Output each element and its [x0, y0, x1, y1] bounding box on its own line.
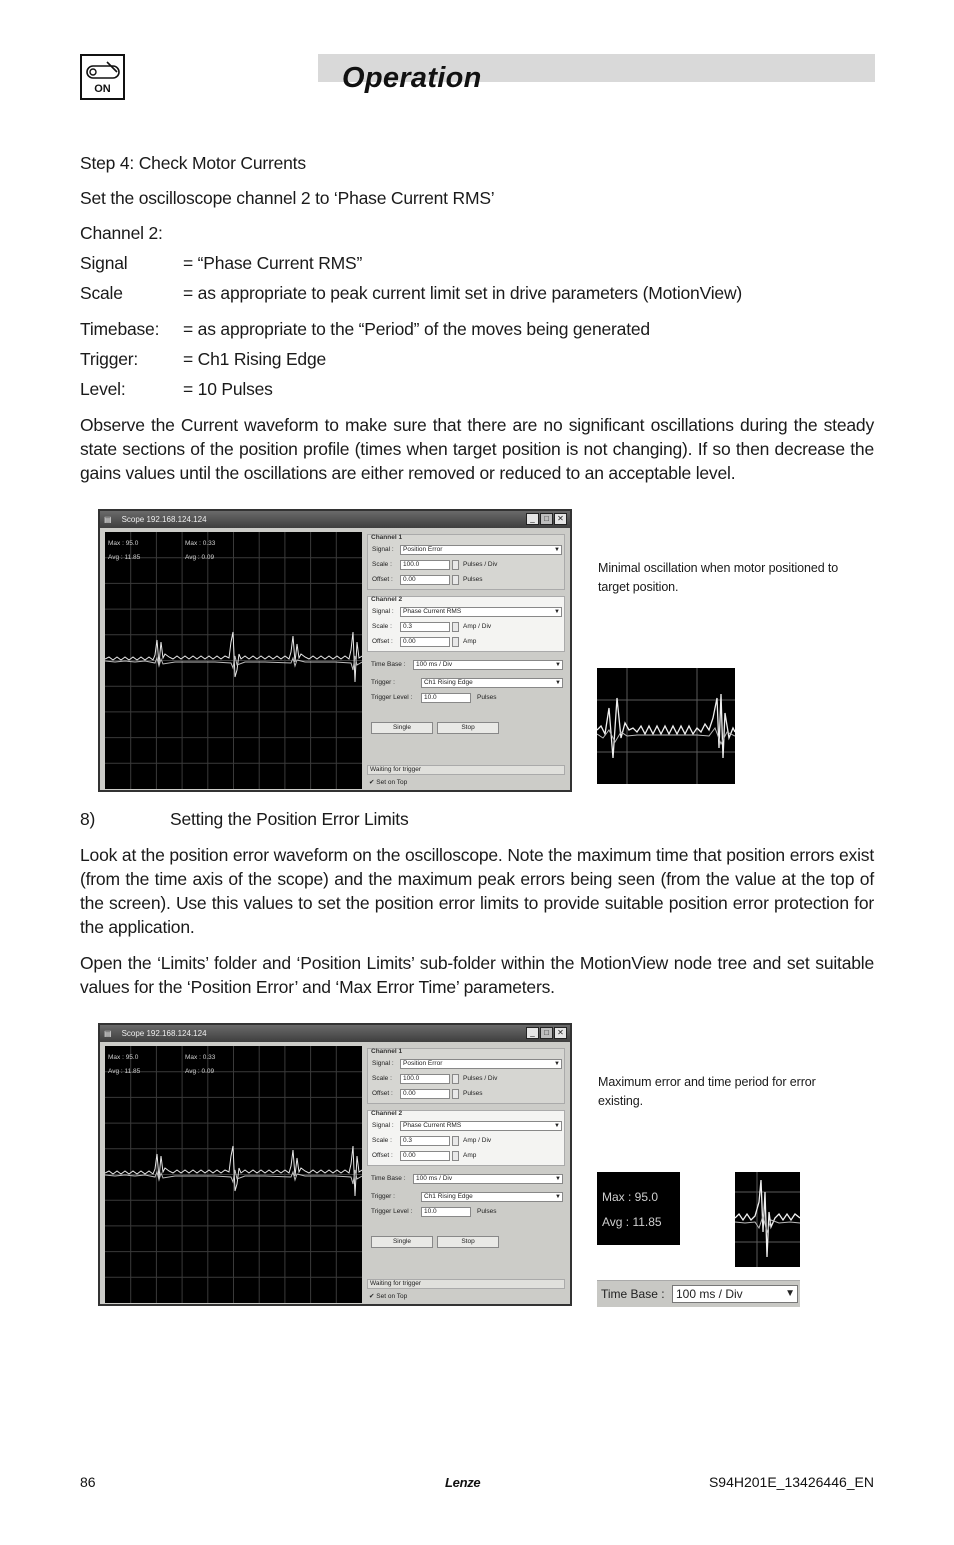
param-label: Timebase:: [80, 319, 160, 339]
scale-label: Scale :: [372, 1075, 392, 1082]
set-on-top-checkbox[interactable]: [369, 1292, 407, 1300]
scope-trace: [105, 532, 362, 789]
zoomed-timebase-strip: [597, 1280, 800, 1307]
timebase-value: 100 ms / Div: [416, 661, 453, 668]
ch1-signal-select[interactable]: [400, 545, 562, 555]
ch2-scale-unit: Amp / Div: [463, 1137, 492, 1144]
timebase-value: 100 ms / Div: [416, 1175, 453, 1182]
scope-control-panel: [367, 1044, 567, 1304]
ch1-signal-value: Position Error: [403, 546, 443, 553]
trigger-label: Trigger :: [371, 1193, 395, 1200]
timebase-select[interactable]: [413, 1174, 563, 1184]
param-label: Trigger:: [80, 349, 139, 369]
ch2-offset-unit: Amp: [463, 638, 477, 645]
scope-titlebar: [100, 511, 570, 528]
channel2-title: Channel 2: [371, 1110, 403, 1117]
scope-control-panel: [367, 530, 567, 790]
set-on-top-label: Set on Top: [376, 1293, 408, 1300]
chevron-down-icon: ▼: [554, 547, 560, 553]
open-paragraph: Open the ‘Limits’ folder and ‘Position Limits’ sub-folder within the MotionView node tree and set suitable values for the ‘Position Error’ and ‘Max Error Time’ parameters.: [80, 953, 874, 997]
signal-label: Signal :: [372, 1060, 394, 1067]
maximize-icon[interactable]: □: [540, 1027, 553, 1039]
instruction-text: Set the oscilloscope channel 2 to ‘Phase Current RMS’: [80, 188, 495, 208]
scope-screen: [105, 1046, 362, 1303]
offset-label: Offset :: [372, 1152, 393, 1159]
look-paragraph: Look at the position error waveform on the oscilloscope. Note the maximum time that position errors exist (from the time axis of the scope) and the maximum peak errors being seen (from the value at the top of the screen). Use this values to set the position error limits to provide suitable position error protection for the application.: [80, 845, 874, 937]
ch2-offset-input[interactable]: 0.00: [400, 1151, 450, 1161]
zoom-avg-readout: Avg : 11.85: [602, 1215, 662, 1229]
brand-logo: Lenze: [445, 1475, 481, 1490]
offset-label: Offset :: [372, 638, 393, 645]
ch1-scale-unit: Pulses / Div: [463, 561, 498, 568]
trigger-level-input[interactable]: 10.0: [421, 1207, 471, 1217]
trigger-value: Ch1 Rising Edge: [424, 1193, 473, 1200]
scope-title: Scope 192.168.124.124: [121, 1029, 207, 1038]
offset-label: Offset :: [372, 1090, 393, 1097]
signal-label: Signal :: [372, 1122, 394, 1129]
param-value: = 10 Pulses: [183, 379, 273, 399]
signal-label: Signal :: [372, 546, 394, 553]
step-heading: Step 4: Check Motor Currents: [80, 153, 306, 173]
max2-readout: Max : 0.33: [185, 540, 216, 547]
ch1-offset-unit: Pulses: [463, 576, 483, 583]
chevron-down-icon: ▼: [554, 1123, 560, 1129]
scale-label: Scale :: [372, 1137, 392, 1144]
chevron-down-icon: ▼: [555, 1176, 561, 1182]
ch1-signal-select[interactable]: [400, 1059, 562, 1069]
trigger-level-input[interactable]: 10.0: [421, 693, 471, 703]
zoomed-waveform: [735, 1172, 800, 1267]
channel1-group: [367, 1048, 565, 1104]
chevron-down-icon: ▼: [555, 680, 561, 686]
channel2-group: [367, 596, 565, 652]
trigger-select[interactable]: [421, 678, 563, 688]
timebase-label: Time Base :: [371, 661, 406, 668]
zoomed-readout: [597, 1172, 680, 1245]
offset-label: Offset :: [372, 576, 393, 583]
scope-window: [98, 1023, 572, 1306]
avg2-readout: Avg : 0.09: [185, 1068, 215, 1075]
scope-screen: [105, 532, 362, 789]
param-value: = as appropriate to peak current limit set in drive parameters (MotionView): [183, 283, 743, 303]
ch1-signal-value: Position Error: [403, 1060, 443, 1067]
scope-window: [98, 509, 572, 792]
single-button[interactable]: Single: [371, 1236, 433, 1248]
section-number: 8): [80, 809, 96, 829]
power-switch-icon: [80, 54, 125, 100]
ch1-scale-input[interactable]: 100.0: [400, 560, 450, 570]
stop-button[interactable]: Stop: [437, 722, 499, 734]
timebase-label: Time Base :: [371, 1175, 406, 1182]
checkmark-icon: ✔: [369, 1293, 375, 1300]
max-readout: Max : 95.0: [108, 540, 139, 547]
ch1-scale-spinner[interactable]: [452, 1074, 459, 1084]
param-value: = “Phase Current RMS”: [183, 253, 363, 273]
signal-label: Signal :: [372, 608, 394, 615]
minimize-icon[interactable]: _: [526, 513, 539, 525]
ch1-scale-unit: Pulses / Div: [463, 1075, 498, 1082]
ch2-offset-input[interactable]: 0.00: [400, 637, 450, 647]
status-bar: Waiting for trigger: [367, 1279, 565, 1289]
zoom-trace: [735, 1172, 800, 1267]
channel2-group: [367, 1110, 565, 1166]
ch2-offset-spinner[interactable]: [452, 1151, 459, 1161]
caption-minimal-oscillation: Minimal oscillation when motor positioned to target position.: [598, 561, 839, 594]
ch2-scale-spinner[interactable]: [452, 622, 459, 632]
trigger-level-unit: Pulses: [477, 1208, 497, 1215]
avg2-readout: Avg : 0.09: [185, 554, 215, 561]
ch1-offset-unit: Pulses: [463, 1090, 483, 1097]
scope-title: Scope 192.168.124.124: [121, 515, 207, 524]
zoom-timebase-value: 100 ms / Div: [676, 1287, 743, 1301]
minimize-icon[interactable]: _: [526, 1027, 539, 1039]
ch2-signal-select[interactable]: [400, 1121, 562, 1131]
chevron-down-icon: ▼: [554, 609, 560, 615]
param-label: Level:: [80, 379, 126, 399]
channel-heading: Channel 2:: [80, 223, 163, 243]
chevron-down-icon: ▼: [555, 662, 561, 668]
observe-paragraph: Observe the Current waveform to make sure that there are no significant oscillations during the steady state sections of the position profile (times when target position is not changing). If so then decrease the gains values until the oscillations are either removed or reduced to an acceptable level.: [80, 415, 874, 483]
ch1-offset-input[interactable]: 0.00: [400, 575, 450, 585]
ch1-scale-spinner[interactable]: [452, 560, 459, 570]
zoom-timebase-label: Time Base :: [601, 1287, 665, 1301]
scope-app-icon: ▤: [104, 515, 112, 524]
timebase-select[interactable]: [413, 660, 563, 670]
ch1-scale-input[interactable]: 100.0: [400, 1074, 450, 1084]
zoom-trace: [597, 668, 735, 784]
zoomed-waveform: [597, 668, 735, 784]
document-id: S94H201E_13426446_EN: [708, 1474, 874, 1490]
chevron-down-icon: ▼: [554, 1061, 560, 1067]
max-readout: Max : 95.0: [108, 1054, 139, 1061]
trigger-value: Ch1 Rising Edge: [424, 679, 473, 686]
trigger-level-label: Trigger Level :: [371, 1208, 413, 1215]
channel1-title: Channel 1: [371, 1048, 403, 1055]
ch2-scale-spinner[interactable]: [452, 1136, 459, 1146]
avg-readout: Avg : 11.85: [108, 1068, 141, 1075]
max2-readout: Max : 0.33: [185, 1054, 216, 1061]
param-label: Signal: [80, 253, 128, 273]
trigger-level-unit: Pulses: [477, 694, 497, 701]
stop-button[interactable]: Stop: [437, 1236, 499, 1248]
ch2-offset-spinner[interactable]: [452, 637, 459, 647]
scale-label: Scale :: [372, 623, 392, 630]
param-value: = Ch1 Rising Edge: [183, 349, 327, 369]
ch2-scale-input[interactable]: 0.3: [400, 1136, 450, 1146]
maximize-icon[interactable]: □: [540, 513, 553, 525]
trigger-select[interactable]: [421, 1192, 563, 1202]
ch1-offset-input[interactable]: 0.00: [400, 1089, 450, 1099]
ch2-signal-value: Phase Current RMS: [403, 1122, 462, 1129]
channel2-title: Channel 2: [371, 596, 403, 603]
ch1-offset-spinner[interactable]: [452, 575, 459, 585]
param-value: = as appropriate to the “Period” of the moves being generated: [183, 319, 650, 339]
scope-app-icon: ▤: [104, 1029, 112, 1038]
trigger-label: Trigger :: [371, 679, 395, 686]
param-label: Scale: [80, 283, 123, 303]
scope-trace: [105, 1046, 362, 1303]
ch2-scale-input[interactable]: 0.3: [400, 622, 450, 632]
chevron-down-icon: ▼: [555, 1194, 561, 1200]
zoom-max-readout: Max : 95.0: [602, 1190, 659, 1204]
ch1-offset-spinner[interactable]: [452, 1089, 459, 1099]
section-title: Setting the Position Error Limits: [170, 809, 409, 829]
zoom-timebase-select[interactable]: [672, 1285, 798, 1303]
status-bar: Waiting for trigger: [367, 765, 565, 775]
page-number: 86: [80, 1474, 96, 1490]
channel1-title: Channel 1: [371, 534, 403, 541]
ch2-signal-select[interactable]: [400, 607, 562, 617]
chevron-down-icon: ▼: [785, 1288, 795, 1299]
channel1-group: [367, 534, 565, 590]
ch2-scale-unit: Amp / Div: [463, 623, 492, 630]
caption-max-error: Maximum error and time period for error existing.: [598, 1075, 816, 1108]
page-title: Operation: [342, 62, 482, 94]
trigger-level-label: Trigger Level :: [371, 694, 413, 701]
set-on-top-checkbox[interactable]: [369, 778, 407, 786]
ch2-signal-value: Phase Current RMS: [403, 608, 462, 615]
ch2-offset-unit: Amp: [463, 1152, 477, 1159]
close-icon[interactable]: ✕: [554, 1027, 567, 1039]
scope-titlebar: [100, 1025, 570, 1042]
scale-label: Scale :: [372, 561, 392, 568]
checkmark-icon: ✔: [369, 779, 375, 786]
single-button[interactable]: Single: [371, 722, 433, 734]
avg-readout: Avg : 11.85: [108, 554, 141, 561]
on-label: ON: [94, 83, 111, 95]
set-on-top-label: Set on Top: [376, 779, 408, 786]
close-icon[interactable]: ✕: [554, 513, 567, 525]
